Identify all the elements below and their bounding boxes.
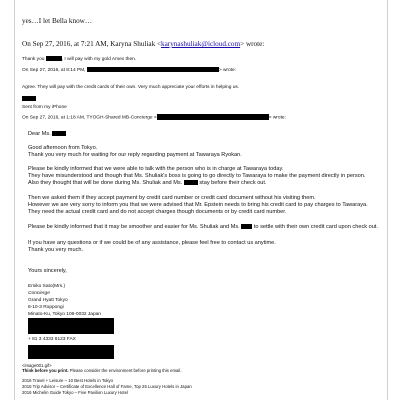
redaction-block bbox=[52, 131, 66, 136]
redaction-block bbox=[28, 345, 114, 359]
reply-header-karyna bbox=[22, 40, 264, 49]
signature-name: Emiko Sato(Mrs.) bbox=[28, 284, 66, 289]
redaction-block bbox=[46, 56, 62, 61]
award-line: 2016 Michelin Guide Tokyo – Five Pavilion Luxury Hotel bbox=[22, 390, 128, 395]
sent-from-line: Sent from my iPhone bbox=[22, 105, 67, 110]
body-line-also: Also they thought that will be done during Ms. Shuliak and Ms. stay before their check out. bbox=[28, 180, 267, 186]
redaction-block bbox=[157, 114, 269, 120]
body-line: Good afternoon from Tokyo. bbox=[28, 145, 98, 151]
body-line: If you have any questions or if we could be of any assistance, please feel free to contact us anytime. bbox=[28, 240, 276, 246]
email-link-karyna[interactable]: karynashuliak@icloud.com bbox=[161, 40, 241, 48]
award-line: 2016 Travel + Leisure – 10 Best Hotels in Tokyo bbox=[22, 378, 114, 383]
body-line-kindly: Please be kindly informed that it may be smoother and easier for Ms. Shuliak and Ms. to settle with their own credit card upon check out. bbox=[28, 224, 378, 230]
closing: Yours sincerely, bbox=[28, 268, 67, 274]
redaction-block bbox=[184, 180, 198, 185]
award-line: 2016 Trip Advisor – Certificate of Excellence Hall of Fame, Top 25 Luxury Hotels in Japan bbox=[22, 384, 192, 389]
reply-header-concierge: On Sep 27, 2016, at 1:18 AM, TYOGH-Shared MB-Concierge < > wrote: bbox=[22, 115, 286, 121]
signature-address-line-2: Minato-Ku, Tokyo 106-0032 Japan bbox=[28, 312, 101, 317]
signature-address-line-1: 6-10-3 Roppongi bbox=[28, 305, 64, 310]
header-line: yes…I let Bella know… bbox=[22, 17, 93, 25]
signature-title: Concierge bbox=[28, 291, 50, 296]
redaction-block bbox=[87, 67, 219, 72]
thank-you-line: Thank you , I will pay with my gold Amex then. bbox=[22, 56, 137, 62]
reply-header-2: On Sep 27, 2016, at 8:14 PM, > wrote: bbox=[22, 67, 237, 73]
image-attachment-ref: <image001.gif> bbox=[22, 363, 52, 368]
agree-line: Agree. They will pay with the credit cards of their own. Very much appreciate your efforts in helping us. bbox=[22, 85, 240, 90]
body-line: Please be kindly informed that we were able to talk with the person who is in charge at Tawaraya today. bbox=[28, 166, 284, 172]
body-line: Thank you very much for waiting for our reply regarding payment at Tawaraya Ryokan. bbox=[28, 152, 242, 158]
body-line: They need the actual credit card and do not accept charges though documents or by credit card number. bbox=[28, 209, 287, 215]
email-document-page bbox=[14, 0, 388, 400]
body-line: They have misunderstood and though that Ms. Shuliak's boss is going to go directly to Tawaraya to make the payment directly in person. bbox=[28, 173, 366, 179]
reply-header-prefix: On Sep 27, 2016, at 7:21 AM, Karyna Shuliak < bbox=[22, 40, 162, 48]
redaction-block bbox=[22, 96, 36, 101]
signature-hotel: Grand Hyatt Tokyo bbox=[28, 298, 68, 303]
print-notice: Think before you print. Please consider the environment before printing this email. bbox=[22, 368, 182, 373]
signature-phone: + 81 3 4333 8123 FAX bbox=[28, 337, 76, 342]
body-line: Thank you very much. bbox=[28, 247, 84, 253]
reply-header-suffix: > wrote: bbox=[240, 40, 265, 48]
body-line: Then we asked them if they accept payment by credit card number or credit card document without his visiting them. bbox=[28, 195, 316, 201]
redaction-block bbox=[28, 318, 114, 334]
redaction-block bbox=[241, 224, 252, 229]
body-line: However we are very sorry to inform you that we were advised that Mr. Epstein needs to bring his credit card to pay charges to Tawaraya. bbox=[28, 202, 368, 208]
salutation: Dear Ms. bbox=[28, 131, 66, 138]
